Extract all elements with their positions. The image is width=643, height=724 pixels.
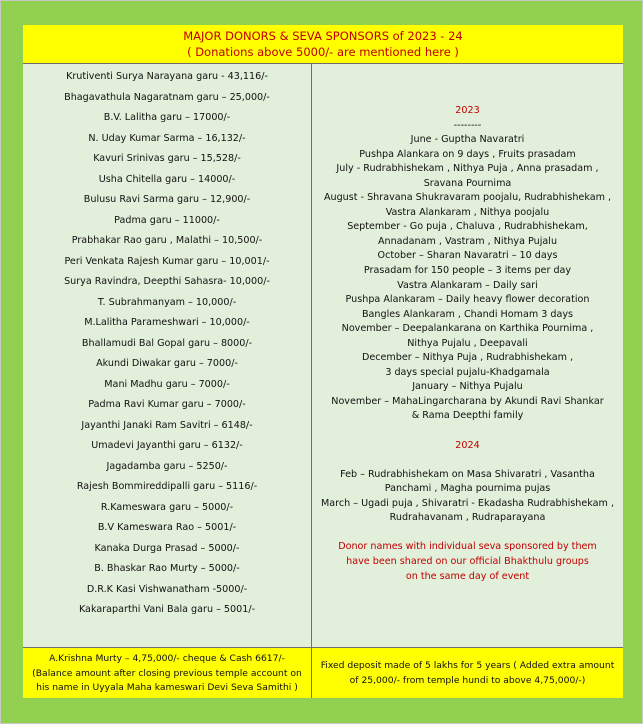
- page-subtitle: ( Donations above 5000/- are mentioned here ): [187, 45, 459, 59]
- donor-item: Kakaraparthi Vani Bala garu – 5001/-: [78, 604, 256, 615]
- footer-left-line: his name in Uyyala Maha kameswari Devi Seva Samithi ): [36, 682, 298, 693]
- spacer: [312, 453, 623, 468]
- seva-line: October – Sharan Navaratri – 10 days: [377, 250, 558, 262]
- donor-item: Kavuri Srinivas garu – 15,528/-: [93, 153, 241, 164]
- seva-line: 2023: [455, 105, 480, 116]
- donor-item: Prabhakar Rao garu , Malathi – 10,500/-: [71, 235, 263, 246]
- donor-item: R.Kameswara garu – 5000/-: [100, 501, 234, 513]
- seva-line: 3 days special pujalu-Khadgamala: [385, 366, 550, 378]
- donor-item: Mani Madhu garu – 7000/-: [104, 378, 230, 390]
- seva-line: December – Nithya Puja , Rudrabhishekam ,: [361, 352, 574, 364]
- seva-line: June - Guptha Navaratri: [410, 134, 525, 146]
- donor-item: Jagadamba garu – 5250/-: [106, 460, 228, 472]
- donor-item: Surya Ravindra, Deepthi Sahasra- 10,000/-: [64, 276, 270, 287]
- footer-right-line: Fixed deposit made of 5 lakhs for 5 years ( Added extra amount: [320, 660, 615, 671]
- seva-line: --------: [453, 119, 482, 131]
- donor-list: [23, 67, 311, 621]
- seva-line: Feb – Rudrabhishekam on Masa Shivaratri , Vasantha: [340, 468, 595, 480]
- donor-item: Bulusu Ravi Sarma garu – 12,900/-: [83, 194, 251, 205]
- seva-line: November – Deepalankarana on Karthika Pournima ,: [341, 323, 594, 335]
- donor-item: Padma garu – 11000/-: [114, 214, 220, 226]
- donor-item: B.V Kameswara Rao – 5001/-: [97, 522, 237, 533]
- seva-line: on the same day of event: [405, 570, 530, 582]
- seva-line: Nithya Pujalu , Deepavali: [407, 337, 528, 349]
- table-header: [23, 25, 623, 63]
- footer-left-line: (Balance amount after closing previous temple account on: [32, 667, 302, 679]
- donor-item: Rajesh Bommireddipalli garu – 5116/-: [76, 481, 258, 492]
- donor-item: N. Uday Kumar Sarma – 16,132/-: [88, 132, 246, 144]
- seva-line: 2024: [455, 439, 480, 451]
- seva-line: Sravana Pournima: [423, 177, 512, 189]
- donor-item: Umadevi Jayanthi garu – 6132/-: [91, 440, 243, 451]
- seva-line: March – Ugadi puja , Shivaratri - Ekadasha Rudrabhishekam ,: [320, 497, 614, 509]
- footer-right-note: [312, 659, 623, 688]
- donor-item: Krutiventi Surya Narayana garu - 43,116/-: [66, 71, 268, 82]
- seva-line: Annadanam , Vastram , Nithya Pujalu: [377, 235, 558, 247]
- column-divider: [311, 63, 312, 698]
- seva-line: Prasadam for 150 people – 3 items per day: [363, 265, 572, 277]
- donor-item: Jayanthi Janaki Ram Savitri – 6148/-: [81, 419, 253, 431]
- donor-item: Peri Venkata Rajesh Kumar garu – 10,001/-: [64, 255, 270, 267]
- seva-line: Donor names with individual seva sponsored by them: [338, 541, 597, 553]
- seva-line: Vastra Alankaram , Nithya poojalu: [385, 206, 550, 218]
- footer-left-line: A.Krishna Murty – 4,75,000/- cheque & Cash 6617/-: [49, 653, 285, 664]
- donor-item: Kanaka Durga Prasad – 5000/-: [94, 542, 240, 554]
- donor-item: B. Bhaskar Rao Murty – 5000/-: [94, 563, 240, 574]
- seva-line: Pushpa Alankara on 9 days , Fruits prasadam: [359, 148, 576, 160]
- seva-line: November – MahaLingarcharana by Akundi Ravi Shankar: [331, 395, 604, 407]
- donor-item: T. Subrahmanyam – 10,000/-: [97, 296, 237, 308]
- seva-line: Bangles Alankaram , Chandi Homam 3 days: [361, 308, 574, 320]
- seva-list: [312, 104, 623, 584]
- donor-item: Usha Chitella garu – 14000/-: [98, 173, 236, 185]
- seva-line: have been shared on our official Bhakthulu groups: [346, 555, 589, 567]
- spacer: [312, 526, 623, 541]
- donor-item: Bhagavathula Nagaratnam garu – 25,000/-: [64, 91, 270, 103]
- seva-line: September - Go puja , Chaluva , Rudrabhishekam,: [347, 221, 588, 233]
- seva-line: January – Nithya Pujalu: [412, 381, 523, 393]
- seva-line: July - Rudrabhishekam , Nithya Puja , Anna prasadam ,: [336, 163, 599, 175]
- footer-right-line: of 25,000/- from temple hundi to above 4,75,000/-): [349, 674, 586, 686]
- donor-item: D.R.K Kasi Vishwanatham -5000/-: [86, 583, 248, 595]
- donor-item: Akundi Diwakar garu – 7000/-: [96, 358, 238, 369]
- table-body: [23, 63, 623, 648]
- seva-line: & Rama Deepthi family: [411, 410, 524, 422]
- spacer: [312, 424, 623, 439]
- donors-table: [23, 25, 623, 698]
- seva-line: Panchami , Magha pournima pujas: [384, 483, 551, 495]
- footer-left-note: [23, 652, 311, 696]
- page-title: MAJOR DONORS & SEVA SPONSORS of 2023 - 24: [183, 29, 463, 43]
- donor-item: M.Lalitha Parameshwari – 10,000/-: [84, 317, 250, 328]
- seva-line: Vastra Alankaram – Daily sari: [397, 279, 538, 291]
- seva-line: Pushpa Alankaram – Daily heavy flower decoration: [345, 294, 590, 306]
- donor-item: Bhallamudi Bal Gopal garu – 8000/-: [81, 337, 253, 349]
- table-footer: [23, 648, 623, 698]
- seva-line: Rudrahavanam , Rudraparayana: [389, 512, 546, 524]
- donor-item: B.V. Lalitha garu – 17000/-: [103, 112, 231, 123]
- seva-line: August - Shravana Shukravaram poojalu, Rudrabhishekam ,: [323, 192, 612, 204]
- donor-item: Padma Ravi Kumar garu – 7000/-: [88, 399, 246, 410]
